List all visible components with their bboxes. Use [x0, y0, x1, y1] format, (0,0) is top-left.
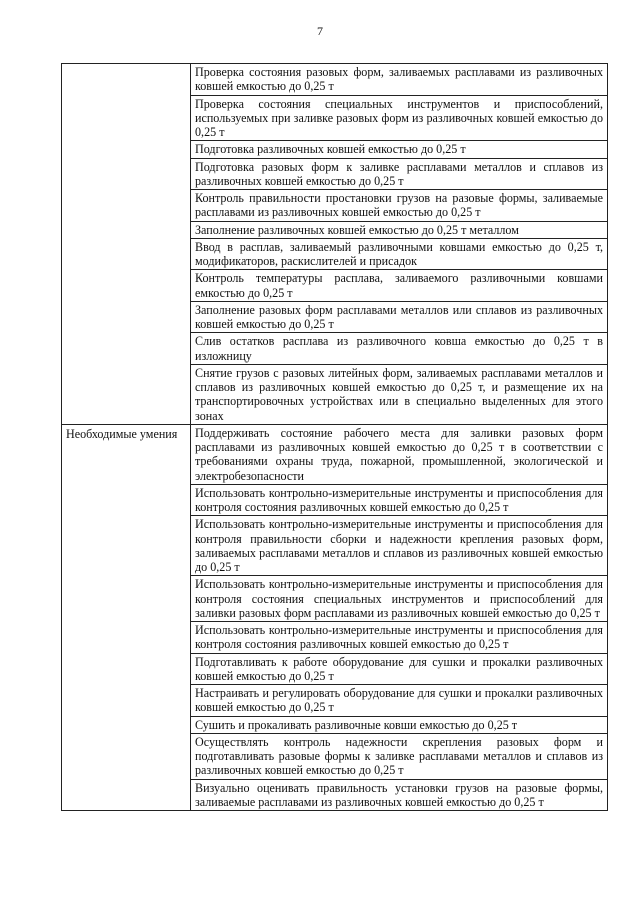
- labor-action-cell: Слив остатков расплава из разливочного ковша емкостью до 0,25 т в изложницу: [191, 333, 608, 365]
- skill-cell: Использовать контрольно-измерительные инструменты и приспособления для контроля состояния разливочных ковшей емкостью до 0,25 т: [191, 622, 608, 654]
- labor-action-cell: Заполнение разовых форм расплавами металлов или сплавов из разливочных ковшей емкостью до 0,25 т: [191, 301, 608, 333]
- labor-action-cell: Подготовка разовых форм к заливке расплавами металлов и сплавов из разливочных ковшей емкостью до 0,25 т: [191, 158, 608, 190]
- skill-cell: Сушить и прокаливать разливочные ковши емкостью до 0,25 т: [191, 716, 608, 733]
- skill-cell: Поддерживать состояние рабочего места для заливки разовых форм расплавами из разливочных ковшей емкостью до 0,25 т в соответствии с требованиями охраны труда, пожарной, промышленной, экологической и электробезопасности: [191, 424, 608, 484]
- labor-action-cell: Проверка состояния специальных инструментов и приспособлений, используемых при заливке разовых форм из разливочных ковшей емкостью до 0,25 т: [191, 95, 608, 141]
- labor-action-cell: Подготовка разливочных ковшей емкостью до 0,25 т: [191, 141, 608, 158]
- skill-cell: Настраивать и регулировать оборудование для сушки и прокалки разливочных ковшей емкостью до 0,25 т: [191, 685, 608, 717]
- page-number: 7: [317, 24, 323, 38]
- labor-action-cell: Заполнение разливочных ковшей емкостью до 0,25 т металлом: [191, 221, 608, 238]
- professional-standard-table: [61, 63, 608, 811]
- skill-cell: Использовать контрольно-измерительные инструменты и приспособления для контроля состояния разливочных ковшей емкостью до 0,25 т: [191, 484, 608, 516]
- skill-cell: Осуществлять контроль надежности скрепления разовых форм и подготавливать разовые формы к заливке расплавами металлов и сплавов из разливочных ковшей емкостью до 0,25 т: [191, 733, 608, 779]
- skill-cell: Визуально оценивать правильность установки грузов на разовые формы, заливаемые расплавами из разливочных ковшей емкостью до 0,25 т: [191, 779, 608, 811]
- labor-action-cell: Снятие грузов с разовых литейных форм, заливаемых расплавами металлов и сплавов из разливочных ковшей емкостью до 0,25 т, и размещение их на транспортировочных устройствах или в специально выделенных для этого зонах: [191, 364, 608, 424]
- table-row: [62, 424, 608, 484]
- labor-action-cell: Контроль правильности простановки грузов на разовые формы, заливаемые расплавами из разливочных ковшей емкостью до 0,25 т: [191, 190, 608, 222]
- skills-label-cell: Необходимые умения: [62, 424, 191, 810]
- skill-cell: Использовать контрольно-измерительные инструменты и приспособления для контроля состояния специальных инструментов и приспособлений для заливки разовых форм расплавами из разливочных ковшей емкостью до 0,25 т: [191, 576, 608, 622]
- labor-action-cell: Ввод в расплав, заливаемый разливочными ковшами емкостью до 0,25 т, модификаторов, раскислителей и присадок: [191, 238, 608, 270]
- labor-action-cell: Контроль температуры расплава, заливаемого разливочными ковшами емкостью до 0,25 т: [191, 270, 608, 302]
- skill-cell: Использовать контрольно-измерительные инструменты и приспособления для контроля правильности сборки и надежности крепления разовых форм, заливаемых расплавами металлов и сплавов из разливочных ковшей емкостью до 0,25 т: [191, 516, 608, 576]
- skill-cell: Подготавливать к работе оборудование для сушки и прокалки разливочных ковшей емкостью до 0,25 т: [191, 653, 608, 685]
- labor-actions-label-cell: [62, 64, 191, 425]
- table-row: [62, 64, 608, 96]
- labor-action-cell: Проверка состояния разовых форм, заливаемых расплавами из разливочных ковшей емкостью до 0,25 т: [191, 64, 608, 96]
